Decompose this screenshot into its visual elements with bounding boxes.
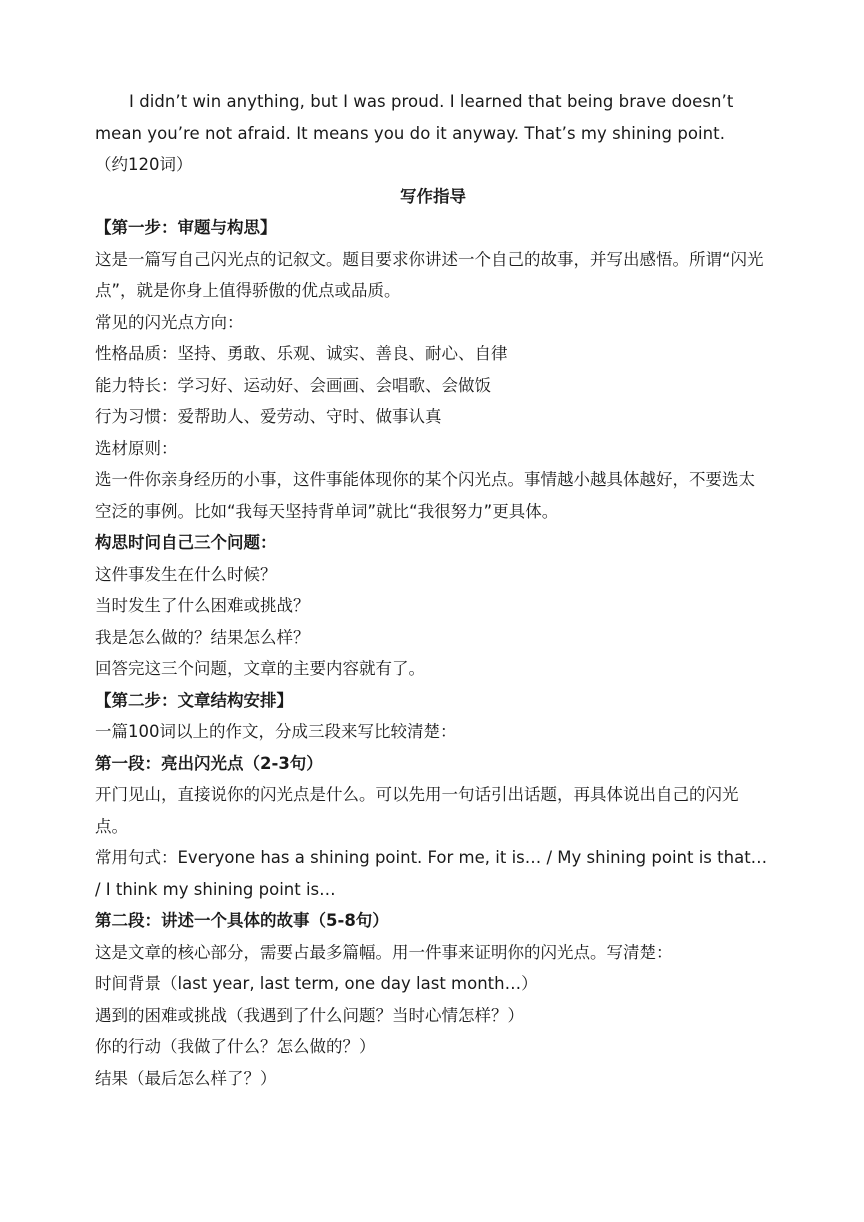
para2-item: 遇到的困难或挑战（我遇到了什么问题？当时心情怎样？）: [95, 1005, 524, 1025]
principle-label: 选材原则：: [95, 438, 178, 458]
direction-item: 能力特长：学习好、运动好、会画画、会唱歌、会做饭: [95, 375, 491, 395]
questions-conclusion: 回答完这三个问题，文章的主要内容就有了。: [95, 659, 425, 678]
para1-sentence-patterns: 常用句式：Everyone has a shining point. For me, it is… / My shining point is that… / I think my shining point is…: [95, 848, 768, 899]
para2-item: 结果（最后怎么样了？）: [95, 1068, 277, 1088]
para2-description: 这是文章的核心部分，需要占最多篇幅。用一件事来证明你的闪光点。写清楚：: [95, 942, 673, 962]
questions-heading: 构思时问自己三个问题：: [95, 533, 277, 552]
para2-item: 时间背景（last year, last term, one day last month…）: [95, 974, 538, 993]
para1-heading: 第一段：亮出闪光点（2-3句）: [95, 753, 323, 773]
essay-closing-paragraph: I didn’t win anything, but I was proud. I learned that being brave doesn’t mean you’re not afraid. It means you do it anyway. That’s my shining point.: [95, 92, 734, 143]
step2-heading: 【第二步：文章结构安排】: [95, 690, 293, 710]
direction-item: 行为习惯：爱帮助人、爱劳动、守时、做事认真: [95, 407, 442, 426]
question-item: 我是怎么做的？结果怎么样？: [95, 627, 310, 647]
para2-heading: 第二段：讲述一个具体的故事（5-8句）: [95, 911, 389, 930]
para2-item: 你的行动（我做了什么？怎么做的？）: [95, 1037, 376, 1056]
direction-item: 性格品质：坚持、勇敢、乐观、诚实、善良、耐心、自律: [95, 344, 508, 363]
step2-intro: 一篇100词以上的作文，分成三段来写比较清楚：: [95, 722, 457, 741]
para1-description: 开门见山，直接说你的闪光点是什么。可以先用一句话引出话题，再具体说出自己的闪光点。: [95, 785, 739, 836]
section-title: 写作指导: [400, 186, 466, 206]
document-page: [95, 86, 771, 1094]
question-item: 这件事发生在什么时候？: [95, 564, 277, 584]
step1-intro: 这是一篇写自己闪光点的记叙文。题目要求你讲述一个自己的故事，并写出感悟。所谓“闪光点”，就是你身上值得骄傲的优点或品质。: [95, 249, 764, 300]
question-item: 当时发生了什么困难或挑战？: [95, 596, 310, 615]
word-count-note: （约120词）: [95, 155, 193, 174]
principle-text: 选一件你亲身经历的小事，这件事能体现你的某个闪光点。事情越小越具体越好，不要选太空泛的事例。比如“我每天坚持背单词”就比“我很努力”更具体。: [95, 470, 755, 521]
step1-heading: 【第一步：审题与构思】: [95, 218, 277, 237]
directions-label: 常见的闪光点方向：: [95, 312, 244, 332]
